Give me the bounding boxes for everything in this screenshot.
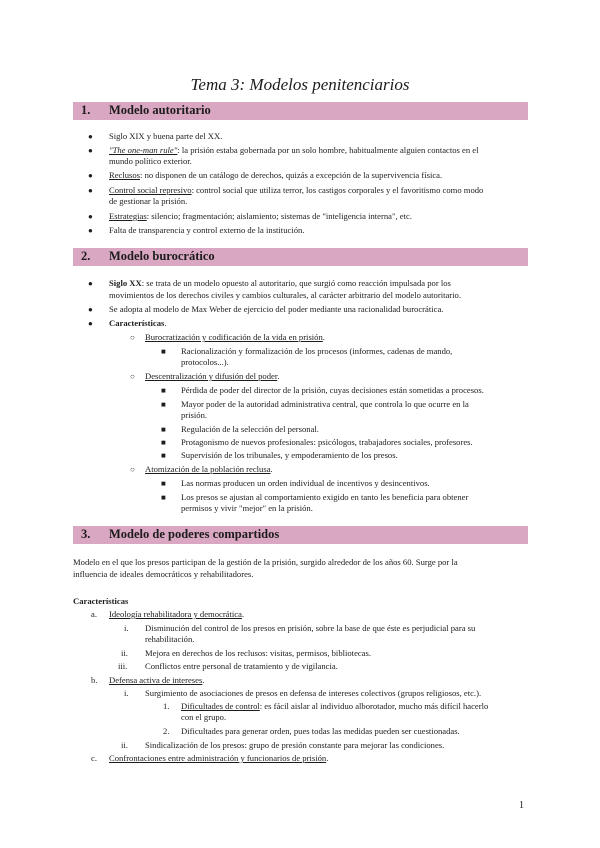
list-marker: i. — [124, 688, 129, 698]
list-item: Siglo XIX y buena parte del XX. — [109, 131, 223, 141]
item-text: : la prisión estaba gobernada por un solo hombre, habitualmente alguien contactos en el — [177, 145, 479, 155]
paragraph-line: influencia de ideales democráticos y rehabilitadores. — [73, 569, 254, 579]
square-bullet-icon: ■ — [161, 425, 166, 434]
list-marker: c. — [91, 753, 97, 763]
sub-sub-item: Mayor poder de la autoridad administrativa central, que controla lo que ocurre en la — [181, 399, 469, 409]
square-bullet-icon: ■ — [161, 347, 166, 356]
sub-sub-item: Dificultades para generar orden, pues todas las medidas pueden ser cuestionadas. — [181, 726, 460, 736]
square-bullet-icon: ■ — [161, 451, 166, 460]
list-item — [109, 278, 451, 289]
bullet-icon: ● — [88, 319, 93, 328]
item-text: . — [241, 609, 245, 619]
sub-item: Conflictos entre personal de tratamiento y de vigilancia. — [145, 661, 338, 671]
underlined-term: Estrategias — [109, 211, 147, 221]
sub-item: Surgimiento de asociaciones de presos en defensa de intereses colectivos (grupos religiosos, etc.). — [145, 688, 482, 698]
bullet-icon: ● — [88, 226, 93, 235]
bold-term: Características — [109, 318, 165, 328]
sub-item: Disminución del control de los presos en prisión, sobre la base de que éste es perjudicial para su — [145, 623, 476, 633]
bullet-icon: ● — [88, 212, 93, 221]
circle-bullet-icon: ○ — [130, 333, 135, 342]
sub-item-continuation: rehabilitación. — [145, 634, 195, 644]
sub-sub-item: Regulación de la selección del personal. — [181, 424, 319, 434]
list-item: Falta de transparencia y control externo de la institución. — [109, 225, 305, 235]
list-marker: i. — [124, 623, 129, 633]
underlined-term: Dificultades de control — [181, 701, 260, 711]
item-text: : control social que utiliza terror, los castigos corporales y el favoritismo como modo — [191, 185, 484, 195]
sub-item — [145, 332, 325, 343]
list-item — [109, 609, 244, 620]
sub-sub-item-continuation: prisión. — [181, 410, 208, 420]
paragraph-line: Modelo en el que los presos participan de la gestión de la prisión, surgido alrededor de los años 60. Surge por la — [73, 557, 458, 567]
circle-bullet-icon: ○ — [130, 465, 135, 474]
list-item — [109, 170, 442, 181]
underlined-term: Control social represivo — [109, 185, 192, 195]
underlined-term: Ideología rehabilitadora y democrática — [109, 609, 242, 619]
item-text: : silencio; fragmentación; aislamiento; sistemas de "inteligencia interna", etc. — [146, 211, 412, 221]
section-number: 2. — [81, 249, 91, 263]
sub-sub-item: Los presos se ajustan al comportamiento exigido en tanto les beneficia para obtener — [181, 492, 469, 502]
sub-item — [145, 464, 273, 475]
section-1-heading — [73, 102, 528, 120]
square-bullet-icon: ■ — [161, 493, 166, 502]
square-bullet-icon: ■ — [161, 386, 166, 395]
section-number: 1. — [81, 103, 91, 117]
bullet-icon: ● — [88, 186, 93, 195]
list-item — [109, 753, 328, 764]
page-title: Tema 3: Modelos penitenciarios — [190, 75, 410, 94]
underlined-term: Confrontaciones entre administración y funcionarios de prisión — [109, 753, 327, 763]
list-item-continuation: de gestionar la prisión. — [109, 196, 188, 206]
item-text: . — [277, 371, 280, 381]
section-number: 3. — [81, 527, 91, 541]
sub-item — [145, 371, 279, 382]
underlined-term: Burocratización y codificación de la vida en prisión — [145, 332, 323, 342]
item-text: . — [326, 753, 329, 763]
item-text: . — [270, 464, 273, 474]
bullet-icon: ● — [88, 146, 93, 155]
bold-term: Siglo XX — [109, 278, 142, 288]
sub-sub-item: Protagonismo de nuevos profesionales: psicólogos, trabajadores sociales, profesores. — [181, 437, 473, 447]
sub-sub-item: Supervisión de los tribunales, y empoderamiento de los presos. — [181, 450, 398, 460]
square-bullet-icon: ■ — [161, 438, 166, 447]
list-marker: iii. — [118, 661, 128, 671]
bullet-icon: ● — [88, 279, 93, 288]
list-item-continuation: mundo político exterior. — [109, 156, 192, 166]
sub-sub-item: Pérdida de poder del director de la prisión, cuyas decisiones están sometidas a procesos. — [181, 385, 484, 395]
section-title: Modelo de poderes compartidos — [109, 527, 280, 541]
subheading: Características — [73, 596, 129, 606]
item-text: . — [202, 675, 205, 685]
list-marker: b. — [91, 675, 98, 685]
sub-sub-item — [181, 701, 488, 712]
list-marker: 2. — [163, 726, 170, 736]
list-marker: ii. — [121, 648, 128, 658]
underlined-term: Defensa activa de intereses — [109, 675, 203, 685]
list-marker: 1. — [163, 701, 170, 711]
list-item: Se adopta al modelo de Max Weber de ejercicio del poder mediante una racionalidad burocrática. — [109, 304, 444, 314]
item-text: . — [164, 318, 167, 328]
sub-item: Sindicalización de los presos: grupo de presión constante para mejorar las condiciones. — [145, 740, 445, 750]
underlined-term: Descentralización y difusión del poder — [145, 371, 278, 381]
item-text: : no disponen de un catálogo de derechos, quizás a excepción de la supervivencia física. — [140, 170, 443, 180]
list-item — [109, 145, 479, 156]
sub-sub-item: Racionalización y formalización de los procesos (informes, cadenas de mando, — [181, 346, 453, 356]
list-item — [109, 675, 204, 686]
list-item — [109, 185, 483, 196]
bullet-icon: ● — [88, 132, 93, 141]
square-bullet-icon: ■ — [161, 479, 166, 488]
sub-sub-item-continuation: protocolos...). — [181, 357, 229, 367]
bullet-icon: ● — [88, 171, 93, 180]
item-text: : es fácil aislar al individuo alborotador, mucho más difícil hacerlo — [259, 701, 489, 711]
section-title: Modelo autoritario — [109, 103, 211, 117]
sub-item: Mejora en derechos de los reclusos: visitas, permisos, bibliotecas. — [145, 648, 372, 658]
underlined-term: "The one-man rule" — [109, 145, 178, 155]
list-marker: ii. — [121, 740, 128, 750]
sub-sub-item: Las normas producen un orden individual de incentivos y desincentivos. — [181, 478, 430, 488]
bullet-icon: ● — [88, 305, 93, 314]
list-item-continuation: movimientos de los derechos civiles y cambios culturales, al carácter arbitrario del modelo autoritario. — [109, 290, 461, 300]
list-item — [109, 211, 412, 222]
underlined-term: Reclusos — [109, 170, 141, 180]
circle-bullet-icon: ○ — [130, 372, 135, 381]
section-title: Modelo burocrático — [109, 249, 215, 263]
sub-sub-item-continuation: permisos y vivir "mejor" en la prisión. — [181, 503, 313, 513]
square-bullet-icon: ■ — [161, 400, 166, 409]
page-number: 1 — [519, 800, 524, 811]
item-text: : se trata de un modelo opuesto al autoritario, que surgió como reacción impulsada por los — [141, 278, 451, 288]
section-2-heading — [73, 248, 528, 266]
list-item — [109, 318, 167, 329]
sub-sub-item-continuation: con el grupo. — [181, 712, 227, 722]
underlined-term: Atomización de la población reclusa — [145, 464, 271, 474]
item-text: . — [322, 332, 325, 342]
list-marker: a. — [91, 609, 97, 619]
section-3-heading — [73, 526, 528, 544]
